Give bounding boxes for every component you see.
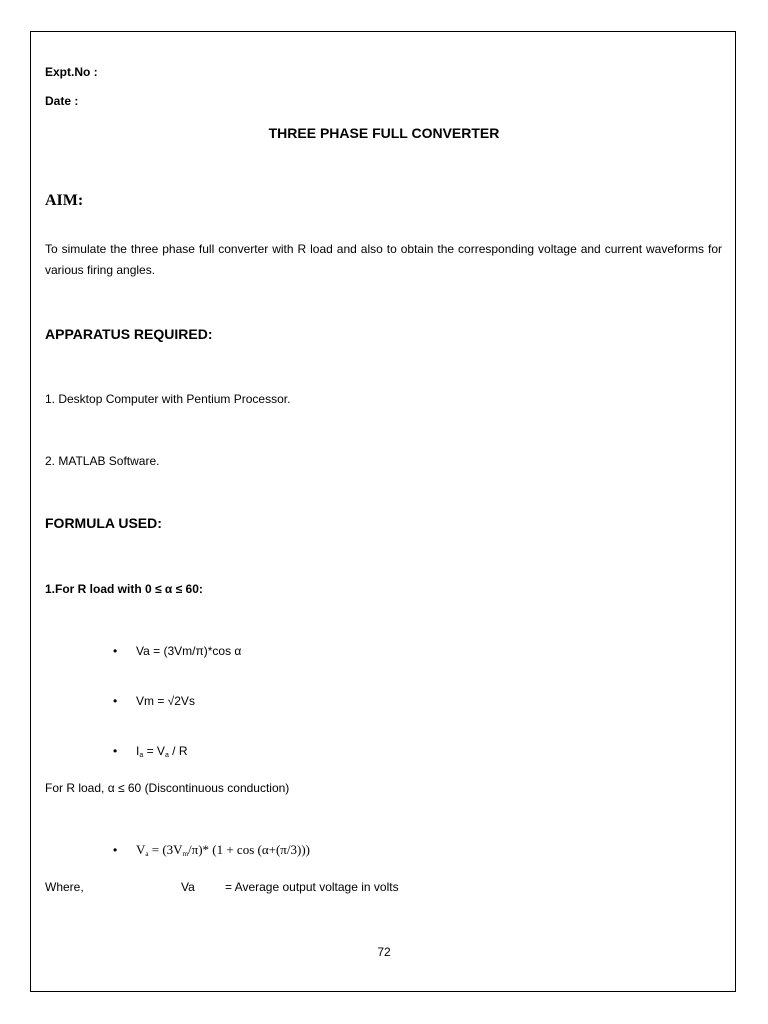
page-number: 72: [377, 945, 391, 959]
formula-heading: FORMULA USED:: [45, 515, 162, 531]
apparatus-item-1: 1. Desktop Computer with Pentium Processor.: [45, 392, 291, 406]
formula-text: $I_a = V_a / R$: [136, 744, 188, 759]
formula-bullet-discontinuous: [113, 842, 310, 858]
bullet-icon: •: [113, 843, 118, 857]
formula-case-1: 1.For R load with 0 ≤ α ≤ 60:: [45, 582, 203, 596]
where-symbol: Va: [181, 880, 195, 894]
expt-no-label: Expt.No :: [45, 65, 98, 79]
where-label: Where,: [45, 880, 84, 894]
bullet-icon: •: [113, 644, 118, 658]
bullet-icon: •: [113, 744, 118, 758]
bullet-icon: •: [113, 694, 118, 708]
formula-bullet-peak-voltage: [113, 694, 195, 708]
date-label: Date :: [45, 94, 79, 108]
page-title: THREE PHASE FULL CONVERTER: [268, 125, 500, 141]
aim-heading: AIM:: [45, 192, 84, 209]
formula-case-2: For R load, α ≤ 60 (Discontinuous conduction): [45, 781, 290, 795]
formula-text: Vm = √2Vs: [136, 694, 195, 708]
aim-text: To simulate the three phase full converter with R load and also to obtain the corresponding voltage and current waveforms for various firing angles.: [45, 242, 722, 277]
formula-text: $V_a = (3V_m/\pi)*$ (1 + cos (α+(π/3))): [136, 842, 310, 858]
apparatus-heading: APPARATUS REQUIRED:: [45, 326, 213, 342]
formula-text: Va = (3Vm/π)*cos α: [136, 644, 242, 658]
formula-bullet-average-voltage: [113, 644, 241, 658]
formula-bullet-current: [113, 744, 188, 759]
where-description: = Average output voltage in volts: [225, 880, 399, 894]
apparatus-item-2: 2. MATLAB Software.: [45, 454, 160, 468]
